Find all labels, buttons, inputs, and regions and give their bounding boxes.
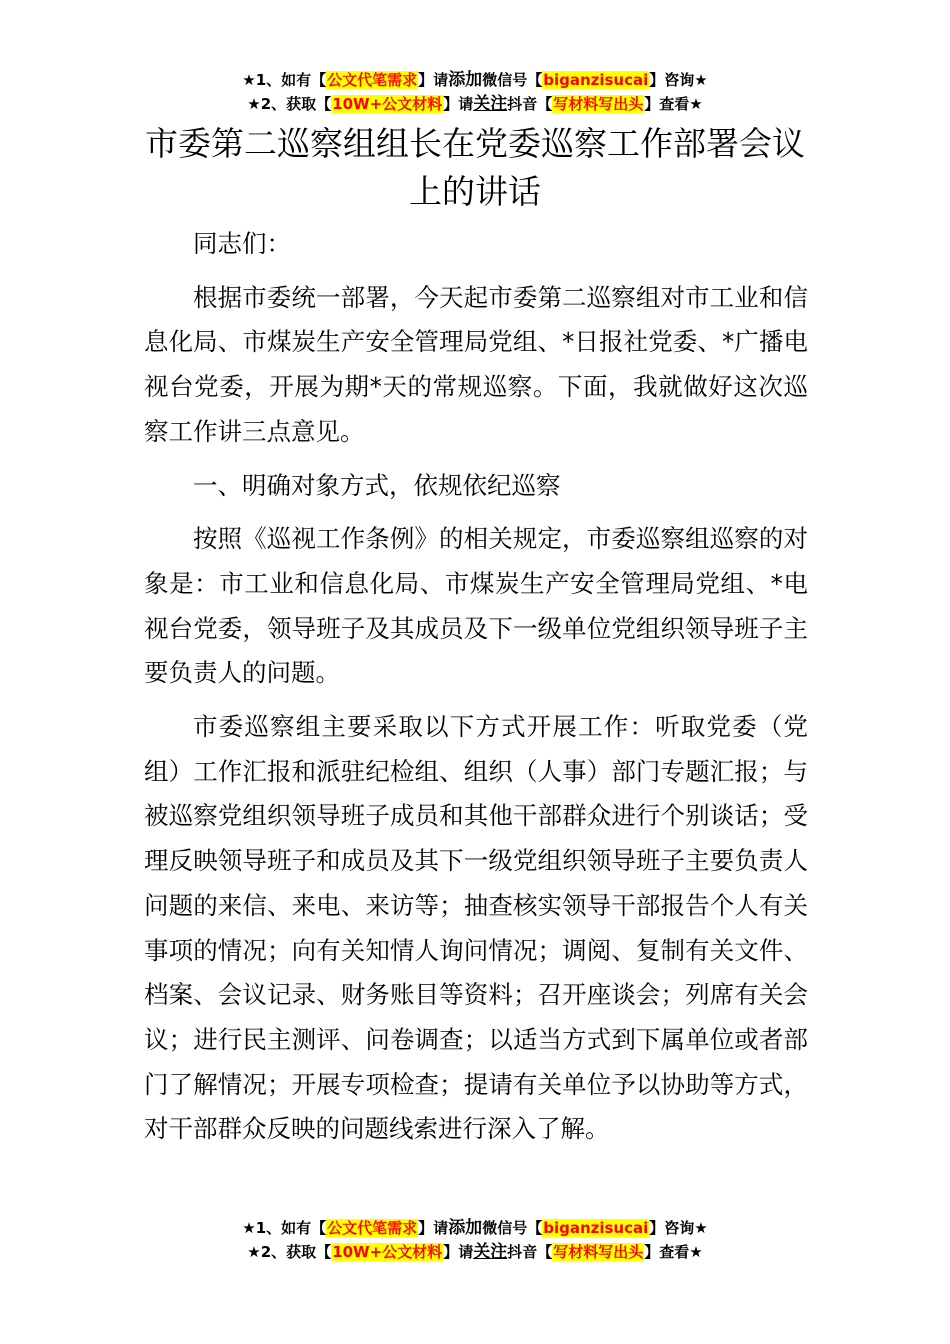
notice-text: 抖音【 — [507, 1243, 553, 1261]
douyin-id-highlight: 写材料写出头 — [553, 1243, 644, 1261]
notice-text: ★2、获取【 — [247, 1243, 332, 1261]
notice-text: 】请 — [443, 1243, 474, 1261]
notice-emphasis: 关注 — [473, 1242, 508, 1262]
greeting: 同志们： — [193, 229, 291, 258]
notice-text: ★1、如有【 — [242, 1219, 327, 1237]
paragraph-3: 市委巡察组主要采取以下方式开展工作：听取党委（党组）工作汇报和派驻纪检组、组织（人事）部门专题汇报；与被巡察党组织领导班子成员和其他干部群众进行个别谈话；受理反映领导班子和成员及其下一级党组织领导班子主要负责人问题的来信、来电、来访等；抽查核实领导干部报告个人有关事项的情况；向有关知情人询问情况；调阅、复制有关文件、档案、会议记录、财务账目等资料；召开座谈会；列席有关会议；进行民主测评、问卷调查；以适当方式到下属单位或者部门了解情况；开展专项检查；提请有关单位予以协助等方式，对干部群众反映的问题线索进行深入了解。 — [144, 712, 808, 1144]
document-title: 市委第二巡察组组长在党委巡察工作部署会议上的讲话 — [145, 124, 805, 211]
wechat-id-highlight: biganzisucai — [543, 71, 649, 89]
notice-text: 抖音【 — [507, 95, 553, 113]
notice-text: 】咨询★ — [649, 71, 708, 89]
notice-highlight: 10W+公文材料 — [332, 95, 443, 113]
notice-text: 】咨询★ — [649, 1219, 708, 1237]
paragraph-1: 根据市委统一部署，今天起市委第二巡察组对市工业和信息化局、市煤炭生产安全管理局党组、*日报社党委、*广播电视台党委，开展为期*天的常规巡察。下面，我就做好这次巡察工作讲三点意见。 — [144, 282, 808, 446]
wechat-id-highlight: biganzisucai — [543, 1219, 649, 1237]
notice-emphasis: 关注 — [473, 94, 508, 114]
douyin-id-highlight: 写材料写出头 — [553, 95, 644, 113]
notice-line-1 — [0, 1216, 950, 1240]
notice-text: 】查看★ — [644, 1243, 703, 1261]
notice-text: 】请 — [418, 1219, 449, 1237]
notice-text: 】查看★ — [644, 95, 703, 113]
notice-line-1 — [0, 68, 950, 92]
notice-highlight: 10W+公文材料 — [332, 1243, 443, 1261]
notice-emphasis: 添加 — [448, 1218, 483, 1238]
notice-highlight: 公文代笔需求 — [327, 1219, 418, 1237]
document-body — [144, 222, 808, 1161]
header-notice — [0, 68, 950, 116]
notice-line-2 — [0, 92, 950, 116]
footer-notice — [0, 1216, 950, 1264]
notice-highlight: 公文代笔需求 — [327, 71, 418, 89]
paragraph-2: 按照《巡视工作条例》的相关规定，市委巡察组巡察的对象是：市工业和信息化局、市煤炭生产安全管理局党组、*电视台党委，领导班子及其成员及下一级单位党组织领导班子主要负责人的问题。 — [144, 524, 808, 688]
notice-text: ★1、如有【 — [242, 71, 327, 89]
notice-text: 微信号【 — [482, 71, 543, 89]
notice-text: 微信号【 — [482, 1219, 543, 1237]
notice-emphasis: 添加 — [448, 70, 483, 90]
notice-text: 】请 — [418, 71, 449, 89]
notice-text: 】请 — [443, 95, 474, 113]
notice-text: ★2、获取【 — [247, 95, 332, 113]
section-heading-1: 一、明确对象方式，依规依纪巡察 — [193, 470, 561, 500]
notice-line-2 — [0, 1240, 950, 1264]
